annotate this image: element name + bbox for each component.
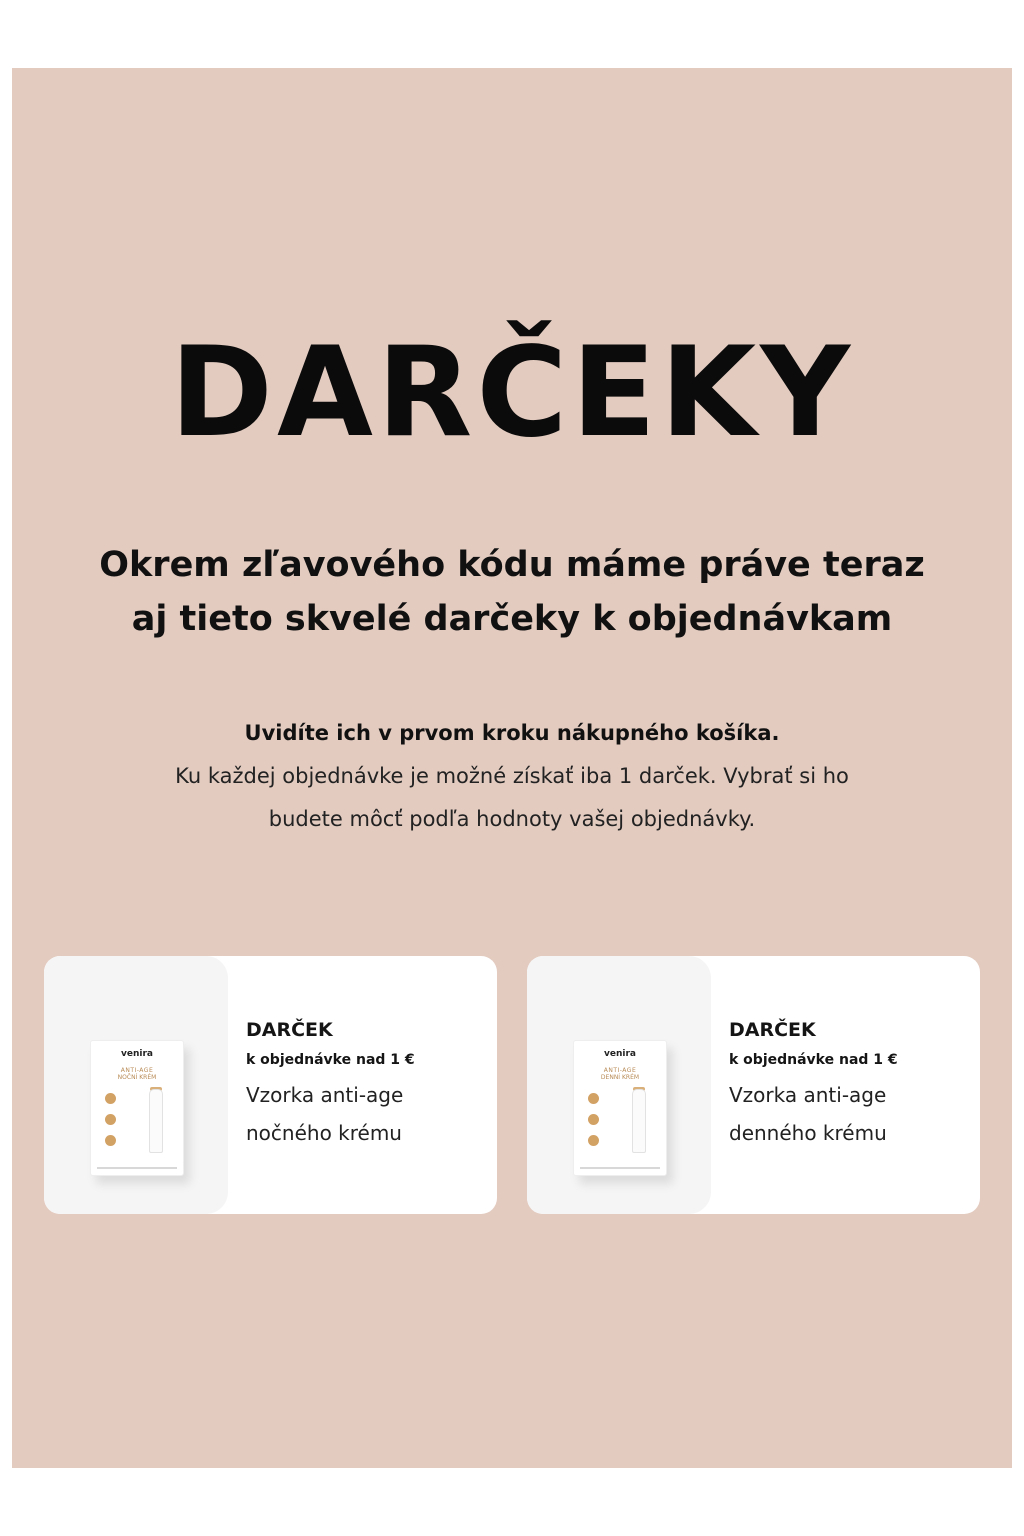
gift-description-line-1: Vzorka anti-age <box>729 1083 887 1107</box>
gift-text <box>729 1016 969 1152</box>
gift-text <box>246 1016 486 1152</box>
tube-graphic <box>149 1089 163 1153</box>
subheadline-line-2: aj tieto skvelé darčeky k objednávkam <box>131 599 893 639</box>
subheadline <box>0 538 1024 646</box>
gift-card-day-cream <box>527 956 980 1214</box>
gift-description-line-2: nočného krému <box>246 1121 402 1145</box>
sachet-footer-line <box>580 1167 660 1169</box>
info-text <box>0 712 1024 841</box>
sachet-label-line-1: ANTI-AGE <box>120 1067 154 1074</box>
sachet-brand-logo: venira <box>121 1049 153 1059</box>
day-cream-sachet-image <box>527 956 711 1214</box>
gift-title: DARČEK <box>246 1019 333 1041</box>
info-bold-line: Uvidíte ich v prvom kroku nákupného košíka. <box>244 721 780 745</box>
subheadline-line-1: Okrem zľavového kódu máme práve teraz <box>99 545 925 585</box>
sachet-graphic <box>573 1040 667 1176</box>
sachet-label-line-2: NOČNÍ KRÉM <box>117 1074 157 1081</box>
gift-description-line-1: Vzorka anti-age <box>246 1083 404 1107</box>
ingredient-dot-icon <box>105 1114 116 1125</box>
sachet-footer-line <box>97 1167 177 1169</box>
gift-title: DARČEK <box>729 1019 816 1041</box>
sachet-label-line-2: DENNÍ KRÉM <box>600 1074 640 1081</box>
gift-description <box>246 1076 486 1152</box>
sachet-label-line-1: ANTI-AGE <box>603 1067 637 1074</box>
gift-description <box>729 1076 969 1152</box>
gift-condition: k objednávke nad 1 € <box>729 1052 898 1068</box>
night-cream-sachet-image <box>44 956 228 1214</box>
ingredient-dot-icon <box>588 1135 599 1146</box>
ingredient-dot-icon <box>105 1135 116 1146</box>
gift-description-line-2: denného krému <box>729 1121 887 1145</box>
info-line-3: budete môcť podľa hodnoty vašej objednávky. <box>268 807 756 831</box>
gift-condition: k objednávke nad 1 € <box>246 1052 415 1068</box>
sachet-brand-logo: venira <box>604 1049 636 1059</box>
info-line-2: Ku každej objednávke je možné získať iba 1 darček. Vybrať si ho <box>175 764 849 788</box>
ingredient-dot-icon <box>588 1114 599 1125</box>
page-title: DARČEKY <box>170 321 854 465</box>
sachet-graphic <box>90 1040 184 1176</box>
tube-graphic <box>632 1089 646 1153</box>
ingredient-dot-icon <box>105 1093 116 1104</box>
gift-card-night-cream <box>44 956 497 1214</box>
ingredient-dot-icon <box>588 1093 599 1104</box>
